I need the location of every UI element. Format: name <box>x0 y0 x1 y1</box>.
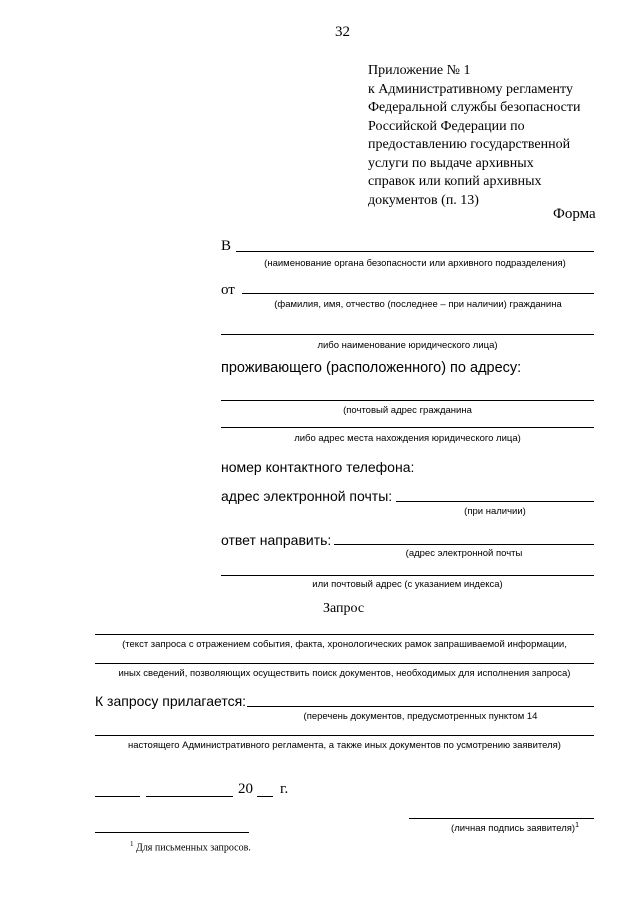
legal-entity-line[interactable] <box>221 334 594 335</box>
email-caption: (при наличии) <box>464 506 526 517</box>
year-suffix: г. <box>280 781 289 797</box>
footnote-text: Для письменных запросов. <box>136 842 251 854</box>
footnote-mark: 1 <box>130 840 134 848</box>
attachment-line-1[interactable] <box>247 706 594 707</box>
appendix-heading <box>368 62 618 210</box>
signature-line[interactable] <box>409 818 594 819</box>
reply-line-2[interactable] <box>221 575 594 576</box>
address-label: проживающего (расположенного) по адресу: <box>221 360 522 376</box>
to-field-line[interactable] <box>236 251 594 252</box>
appendix-line: предоставлению государственной <box>368 137 571 152</box>
to-caption: (наименование органа безопасности или архивного подразделения) <box>264 258 566 269</box>
appendix-line: Российской Федерации по <box>368 118 525 134</box>
from-prefix: от <box>221 282 235 298</box>
footnote-separator <box>95 832 249 833</box>
attachment-line-2[interactable] <box>95 735 594 736</box>
attachment-label: К запросу прилагается: <box>95 693 247 709</box>
date-day-line[interactable] <box>95 796 140 797</box>
request-title: Запрос <box>323 601 365 616</box>
reply-label: ответ направить: <box>221 532 332 548</box>
appendix-line: услуги по выдаче архивных <box>368 155 534 171</box>
email-field-line[interactable] <box>396 501 594 502</box>
reply-caption-1: (адрес электронной почты <box>405 548 523 559</box>
date-year-line[interactable] <box>257 796 273 797</box>
signature-caption <box>440 822 590 834</box>
signature-footnote-mark: 1 <box>575 822 579 829</box>
phone-label: номер контактного телефона: <box>221 459 415 475</box>
email-label: адрес электронной почты: <box>221 488 393 504</box>
attachment-caption-1: (перечень документов, предусмотренных пунктом 14 <box>303 711 538 722</box>
legal-caption: либо наименование юридического лица) <box>317 340 498 351</box>
appendix-line: справок или копий архивных <box>368 174 542 189</box>
attachment-caption-2: настоящего Административного регламента, а также иных документов по усмотрению заявителя) <box>128 740 561 751</box>
request-line-2[interactable] <box>95 663 594 664</box>
address-line-1[interactable] <box>221 400 594 401</box>
date-month-line[interactable] <box>146 796 233 797</box>
address-caption-1: (почтовый адрес гражданина <box>343 405 472 416</box>
reply-field-line[interactable] <box>334 544 594 545</box>
address-line-2[interactable] <box>221 427 594 428</box>
from-field-line[interactable] <box>242 293 594 294</box>
address-caption-2: либо адрес места нахождения юридического лица) <box>294 433 521 444</box>
to-prefix: В <box>221 238 232 254</box>
year-prefix: 20 <box>238 781 253 797</box>
page-number: 32 <box>335 24 350 40</box>
form-label: Форма <box>553 206 596 222</box>
reply-caption-2: или почтовый адрес (с указанием индекса) <box>312 579 503 590</box>
appendix-line: документов (п. 13) <box>368 192 479 208</box>
appendix-line: к Административному регламенту <box>368 81 573 97</box>
request-caption-2: иных сведений, позволяющих осуществить поиск документов, необходимых для исполнения запроса) <box>118 668 571 679</box>
appendix-line: Приложение № 1 <box>368 63 471 78</box>
from-caption: (фамилия, имя, отчество (последнее – при наличии) гражданина <box>274 299 562 310</box>
signature-caption-text: (личная подпись заявителя) <box>451 823 576 835</box>
footnote <box>130 840 251 853</box>
appendix-line: Федеральной службы безопасности <box>368 100 581 115</box>
request-line-1[interactable] <box>95 634 594 635</box>
request-caption-1: (текст запроса с отражением события, факта, хронологических рамок запрашиваемой информации, <box>122 639 567 650</box>
